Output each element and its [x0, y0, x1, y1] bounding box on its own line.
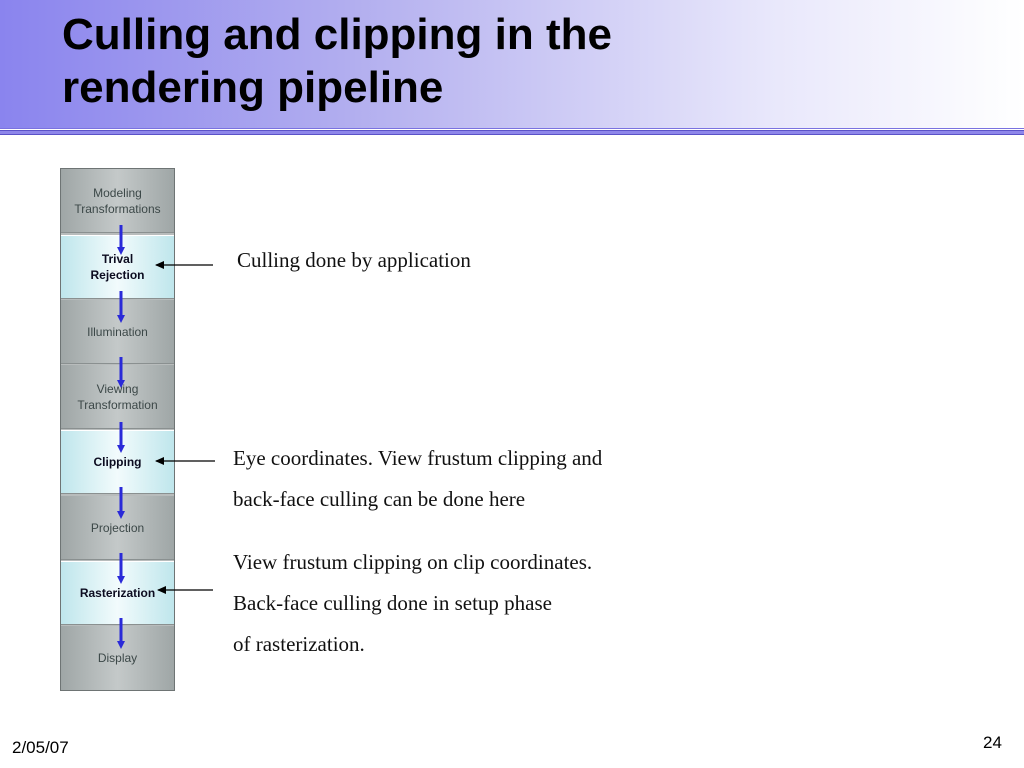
footer-date: 2/05/07 — [12, 738, 69, 757]
stage-label: Clipping — [93, 455, 142, 469]
stage-label: Trival Rejection — [90, 252, 145, 282]
stage-label: Rasterization — [79, 586, 156, 600]
stage-label: Modeling Transformations — [74, 185, 161, 216]
note-raster-line-1: View frustum clipping on clip coordinates. — [233, 550, 593, 574]
note-clipping-line-1: Eye coordinates. View frustum clipping and — [233, 446, 603, 470]
note-rasterization — [233, 542, 592, 665]
note-culling — [237, 240, 471, 281]
note-raster-line-3: of rasterization. — [233, 632, 365, 656]
note-clipping — [233, 438, 602, 520]
stage-label: Illumination — [87, 324, 148, 339]
stage-label: Display — [97, 651, 138, 665]
slide-title-line-1: Culling and clipping in the — [62, 10, 612, 59]
stage-label: Projection — [90, 520, 145, 535]
slide-title-line-2: rendering pipeline — [62, 63, 444, 112]
note-culling-text: Culling done by application — [237, 248, 471, 272]
note-clipping-line-2: back-face culling can be done here — [233, 487, 526, 511]
stage-label: Viewing Transformation — [77, 381, 158, 412]
page-number: 24 — [983, 733, 1002, 752]
note-raster-line-2: Back-face culling done in setup phase — [233, 591, 552, 615]
